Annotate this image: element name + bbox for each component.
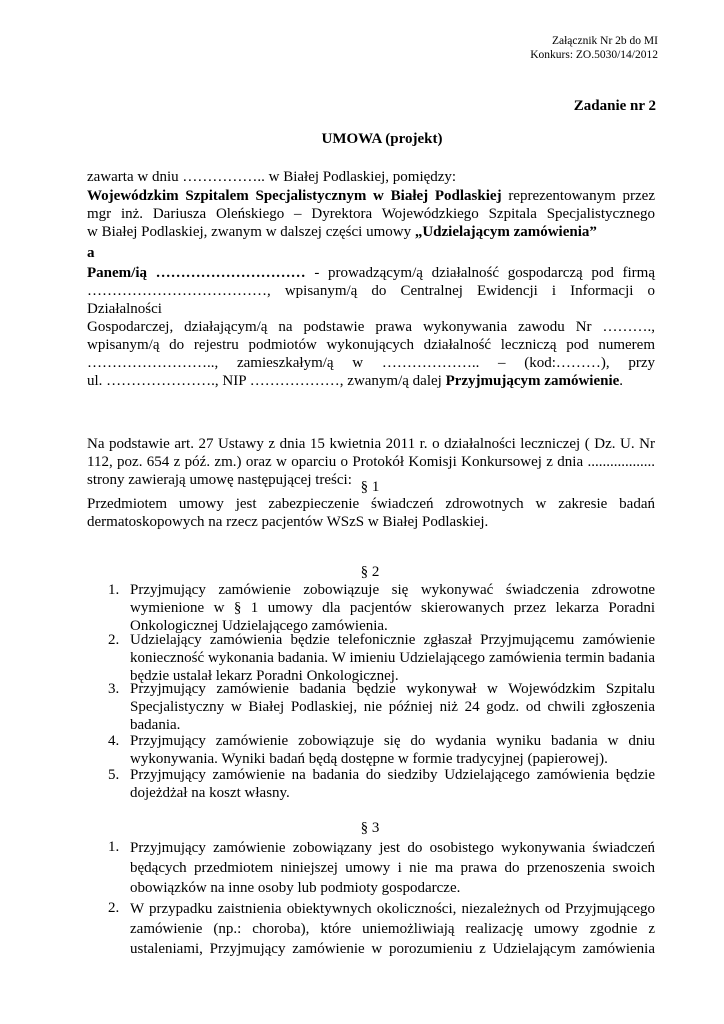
section-2-item-2: 2. Udzielający zamówienia będzie telefonicznie zgłaszał Przyjmującemu zamówienie konieczność wykonania badania. W imieniu Udzielającego zamówienia termin badania będzie ustalał lekarz Poradni Onkologicznej. [108, 632, 655, 684]
section-3-heading: § 3 [360, 820, 380, 836]
contractor-name: Panem/ią ………………………… [87, 265, 306, 281]
section-3-item-2: 2. W przypadku zaistnienia obiektywnych okoliczności, niezależnych od Przyjmującego zamówienie (np.: choroba), które uniemożliwiają realizację umowy zgodnie z ustaleniami, Przyjmujący zamówienie w porozumieniu z Udzielającym zamówienia [108, 900, 655, 957]
intro-line: zawarta w dniu …………….. w Białej Podlaskiej, pomiędzy: [87, 169, 457, 185]
section-1-heading: § 1 [360, 479, 380, 495]
section-2-item-1: 1. Przyjmujący zamówienie zobowiązuje się wykonywać świadczenia zdrowotne wymienione w § 1 umowy dla pacjentów skierowanych przez lekarza Poradni Onkologicznej Udzielającego zamówienia. [108, 582, 655, 634]
party-contractor: Panem/ią ………………………… - prowadzącym/ą działalność gospodarczą pod firmą ………………………………, wpisanym/ą do Centralnej Ewidencji i Informacji o Działalności Gospodarczej, działającym/ą na podstawie prawa wykonywania zawodu Nr ………., wpisanym/ą do rejestru podmiotów wykonujących działalność leczniczą pod numerem …………………….., zamieszkałym/ą w ……………….. – (kod:………), przy ul. …………………., NIP ………………, zwanym/ą dalej Przyjmującym zamówienie. [87, 265, 655, 389]
ordering-party-label: „Udzielającym zamówienia” [414, 224, 597, 240]
party-hospital: Wojewódzkim Szpitalem Specjalistycznym w Białej Podlaskiej reprezentowanym przez mgr inż. Dariusza Oleńskiego – Dyrektora Wojewódzkiego Szpitala Specjalistycznego w Białej Podlaskiej, zwanym w dalszej części umowy „Udzielającym zamówienia” [87, 188, 655, 240]
competition-number: Konkurs: ZO.5030/14/2012 [530, 49, 658, 61]
conjunction-a: a [87, 245, 95, 261]
section-2-item-4: 4. Przyjmujący zamówienie zobowiązuje się do wydania wyniku badania w dniu wykonywania. Wyniki badań będą dostępne w formie tradycyjnej (papierowej). [108, 733, 655, 767]
attachment-number: Załącznik Nr 2b do MI [551, 35, 658, 47]
section-2-heading: § 2 [360, 564, 380, 580]
section-2-item-5: 5. Przyjmujący zamówienie na badania do siedziby Udzielającego zamówienia będzie dojeżdżał na koszt własny. [108, 767, 655, 801]
legal-basis: Na podstawie art. 27 Ustawy z dnia 15 kwietnia 2011 r. o działalności leczniczej ( Dz. U. Nr 112, poz. 654 z póź. zm.) oraz w oparciu o Protokół Komisji Konkursowej z dnia .................. strony zawierają umowę następującej treści: [87, 436, 655, 488]
contractor-label: Przyjmującym zamówienie [445, 373, 620, 389]
hospital-name: Wojewódzkim Szpitalem Specjalistycznym w Białej Podlaskiej [87, 188, 502, 204]
document-title: UMOWA (projekt) [321, 131, 443, 147]
section-3-item-1: 1. Przyjmujący zamówienie zobowiązany jest do osobistego wykonywania świadczeń będących przedmiotem niniejszej umowy i nie ma prawa do przenoszenia swoich obowiązków na inne osoby lub podmioty gospodarcze. [108, 839, 655, 896]
section-1-body: Przedmiotem umowy jest zabezpieczenie świadczeń zdrowotnych w zakresie badań dermatoskopowych na rzecz pacjentów WSzS w Białej Podlaskiej. [87, 496, 655, 530]
section-2-item-3: 3. Przyjmujący zamówienie badania będzie wykonywał w Wojewódzkim Szpitalu Specjalistyczny w Białej Podlaskiej, nie później niż 24 godz. od chwili zgłoszenia badania. [108, 681, 655, 733]
task-number: Zadanie nr 2 [573, 98, 656, 114]
attachment-header [530, 34, 658, 62]
